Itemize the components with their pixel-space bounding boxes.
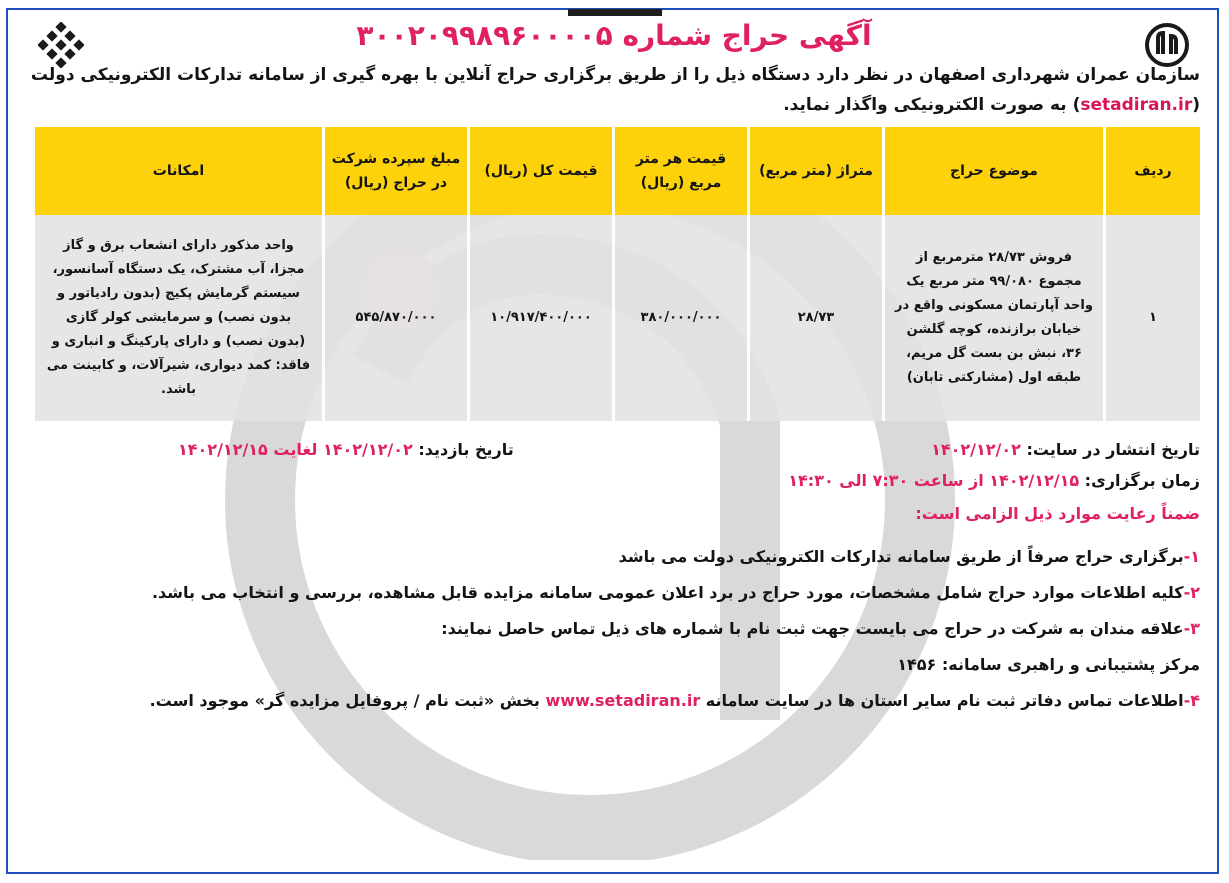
note-2	[28, 575, 1200, 611]
note-4-number: ۴-	[1183, 691, 1200, 710]
visit-date-label: تاریخ بازدید:	[412, 440, 514, 459]
visit-date-value: ۱۴۰۲/۱۲/۰۲ لغایت ۱۴۰۲/۱۲/۱۵	[178, 440, 413, 459]
cell-subject: فروش ۲۸/۷۳ مترمربع از مجموع ۹۹/۰۸۰ متر مربع یک واحد آپارتمان مسکونی واقع در خیابان برازنده، کوچه گلشن ۳۶، نبش بن بست گل مریم، طبقه اول (مشارکتی تابان)	[884, 215, 1105, 421]
publish-date	[931, 437, 1200, 463]
cell-row-number: ۱	[1105, 215, 1201, 421]
note-1	[28, 539, 1200, 575]
note-2-text: کلیه اطلاعات موارد حراج شامل مشخصات، مورد حراج در برد اعلان عمومی سامانه مزایده قابل مشاهده، بررسی و انتخاب می باشد.	[151, 583, 1184, 602]
support-label: مرکز پشتیبانی و راهبری سامانه:	[936, 655, 1200, 674]
cell-area: ۲۸/۷۳	[749, 215, 884, 421]
note-4-text-b: بخش «ثبت نام / پروفایل مزایده گر» موجود است.	[149, 691, 546, 710]
hold-time	[28, 463, 1200, 499]
dates-row	[28, 437, 1200, 463]
intro-text: سازمان عمران شهرداری اصفهان در نظر دارد دستگاه ذیل را از طریق برگزاری حراج آنلاین با بهره گیری از سامانه تدارکات الکترونیکی دولت (	[30, 65, 1200, 115]
cell-deposit: ۵۴۵/۸۷۰/۰۰۰	[324, 215, 469, 421]
cell-facilities: واحد مذکور دارای انشعاب برق و گاز مجزا، آب مشترک، یک دستگاه آسانسور، سیستم گرمایش پکیج (بدون رادیاتور و بدون نصب) و سرمایشی کولر گازی (بدون نصب) و دارای پارکینگ و انباری و فاقد: کمد دیواری، شیرآلات، و کابینت می باشد.	[35, 215, 324, 421]
intro-paragraph	[28, 60, 1200, 120]
hold-time-value: ۱۴۰۲/۱۲/۱۵ از ساعت ۷:۳۰ الی ۱۴:۳۰	[788, 471, 1080, 490]
header-facilities: امکانات	[35, 127, 324, 215]
notice-content	[28, 14, 1200, 719]
header-unit-price: قیمت هر متر مربع (ریال)	[614, 127, 749, 215]
note-3	[28, 611, 1200, 647]
notice-title: آگهی حراج شماره ۳۰۰۲۰۹۹۸۹۶۰۰۰۰۵	[356, 19, 872, 52]
header-row-number: ردیف	[1105, 127, 1201, 215]
support-center	[28, 647, 1200, 683]
note-4-text-a: اطلاعات تماس دفاتر ثبت نام سایر استان ها در سایت سامانه	[700, 691, 1184, 710]
intro-tail: ) به صورت الکترونیکی واگذار نماید.	[783, 95, 1081, 115]
table-header-row	[35, 127, 1200, 215]
publish-date-value: ۱۴۰۲/۱۲/۰۲	[931, 440, 1021, 459]
header-total-price: قیمت کل (ریال)	[469, 127, 614, 215]
note-2-number: ۲-	[1183, 583, 1200, 602]
visit-date	[178, 437, 514, 463]
notice-details	[28, 437, 1200, 719]
note-1-text: برگزاری حراج صرفاً از طریق سامانه تدارکات الکترونیکی دولت می باشد	[618, 547, 1184, 566]
header-subject: موضوع حراج	[884, 127, 1105, 215]
cell-total-price: ۱۰/۹۱۷/۴۰۰/۰۰۰	[469, 215, 614, 421]
hold-time-label: زمان برگزاری:	[1079, 471, 1200, 490]
header-area: متراژ (متر مربع)	[749, 127, 884, 215]
support-number: ۱۴۵۶	[897, 655, 937, 674]
setadiran-url-link[interactable]: www.setadiran.ir	[545, 691, 701, 710]
setadiran-link[interactable]: setadiran.ir	[1080, 95, 1193, 115]
header-deposit: مبلغ سپرده شرکت در حراج (ریال)	[324, 127, 469, 215]
note-4	[28, 683, 1200, 719]
mandatory-heading: ضمناً رعایت موارد ذیل الزامی است:	[915, 504, 1200, 523]
auction-table	[35, 127, 1200, 421]
note-3-number: ۳-	[1183, 619, 1200, 638]
publish-date-label: تاریخ انتشار در سایت:	[1020, 440, 1200, 459]
note-3-text: علاقه مندان به شرکت در حراج می بایست جهت ثبت نام با شماره های ذیل تماس حاصل نمایند:	[441, 619, 1184, 638]
note-1-number: ۱-	[1183, 547, 1200, 566]
cell-unit-price: ۳۸۰/۰۰۰/۰۰۰	[614, 215, 749, 421]
table-row	[35, 215, 1200, 421]
